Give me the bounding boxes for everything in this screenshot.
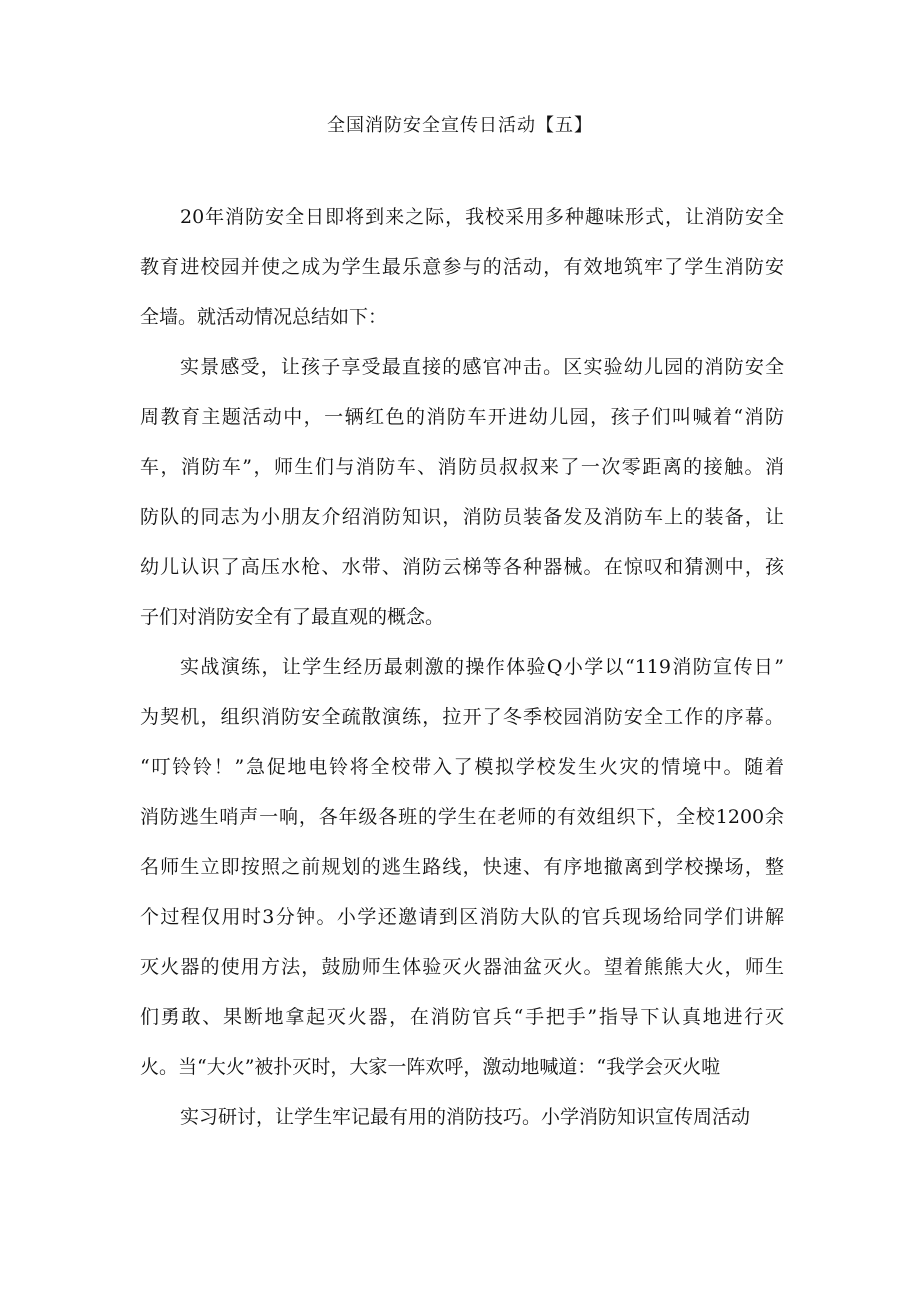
paragraph-line: 周教育主题活动中，一辆红色的消防车开进幼儿园，孩子们叫喊着“消防 bbox=[140, 406, 784, 428]
paragraph-line: 个过程仅用时3分钟。小学还邀请到区消防大队的官兵现场给同学们讲解 bbox=[140, 906, 784, 928]
document-title: 全国消防安全宣传日活动【五】 bbox=[327, 115, 593, 136]
paragraph-line: 实景感受，让孩子享受最直接的感官冲击。区实验幼儿园的消防安全 bbox=[180, 356, 784, 378]
paragraph-line: 实战演练，让学生经历最刺激的操作体验Q小学以“119消防宣传日” bbox=[180, 656, 784, 678]
paragraph-line: 名师生立即按照之前规划的逃生路线，快速、有序地撤离到学校操场，整 bbox=[140, 856, 784, 878]
paragraph-line: 为契机，组织消防安全疏散演练，拉开了冬季校园消防安全工作的序幕。 bbox=[140, 706, 784, 728]
paragraph-line: 幼儿认识了高压水枪、水带、消防云梯等各种器械。在惊叹和猜测中，孩 bbox=[140, 556, 784, 578]
paragraph-line: 子们对消防安全有了最直观的概念。 bbox=[140, 606, 445, 628]
paragraph-line: 灭火器的使用方法，鼓励师生体验灭火器油盆灭火。望着熊熊大火，师生 bbox=[140, 956, 784, 978]
paragraph-line: 教育进校园并使之成为学生最乐意参与的活动，有效地筑牢了学生消防安 bbox=[140, 256, 784, 278]
paragraph-line: 全墙。就活动情况总结如下： bbox=[140, 306, 388, 328]
paragraph-line: “叮铃铃！”急促地电铃将全校带入了模拟学校发生火灾的情境中。随着 bbox=[140, 756, 784, 778]
paragraph-line: 火。当“大火”被扑灭时，大家一阵欢呼，激动地喊道：“我学会灭火啦 bbox=[140, 1056, 721, 1078]
paragraph-line: 实习研讨，让学生牢记最有用的消防技巧。小学消防知识宣传周活动 bbox=[180, 1106, 751, 1128]
paragraph-line: 车，消防车”，师生们与消防车、消防员叔叔来了一次零距离的接触。消 bbox=[140, 456, 784, 478]
paragraph-line: 防队的同志为小朋友介绍消防知识，消防员装备发及消防车上的装备，让 bbox=[140, 506, 784, 528]
paragraph-line: 20年消防安全日即将到来之际，我校采用多种趣味形式，让消防安全 bbox=[180, 206, 784, 228]
paragraph-line: 们勇敢、果断地拿起灭火器，在消防官兵“手把手”指导下认真地进行灭 bbox=[140, 1006, 784, 1028]
paragraph-line: 消防逃生哨声一响，各年级各班的学生在老师的有效组织下，全校1200余 bbox=[140, 806, 784, 828]
